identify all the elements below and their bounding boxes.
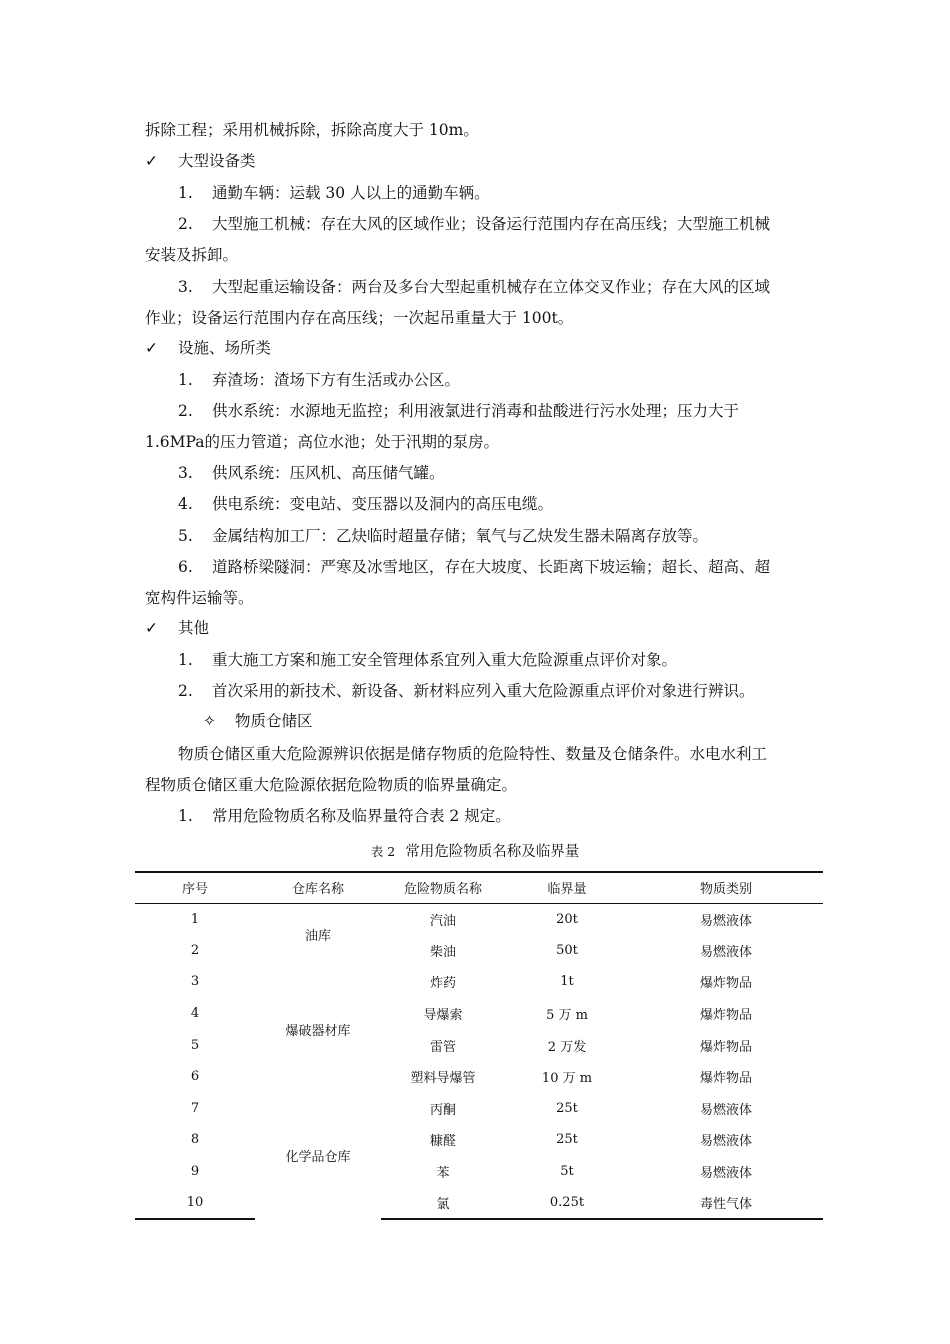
table-row bbox=[135, 1156, 823, 1188]
list-item bbox=[178, 650, 677, 670]
cell-threshold: 5 万 m bbox=[546, 1008, 588, 1024]
cell-category: 易燃液体 bbox=[699, 944, 752, 960]
cell-category: 毒性气体 bbox=[629, 1187, 823, 1219]
cell-category: 爆炸物品 bbox=[699, 1008, 752, 1024]
cell-substance: 氯 bbox=[381, 1187, 505, 1219]
cell-threshold: 25t bbox=[556, 1132, 578, 1148]
list-text-continued: 1.6MPa的压力管道；高位水池；处于汛期的泵房。 bbox=[145, 433, 499, 451]
cell-index: 2 bbox=[190, 942, 200, 958]
table-title: 常用危险物质名称及临界量 bbox=[405, 844, 580, 860]
paragraph-intro: 拆除工程；采用机械拆除，拆除高度大于 10m。 bbox=[145, 121, 479, 139]
cell-category: 爆炸物品 bbox=[699, 976, 752, 992]
list-number: 2. bbox=[178, 682, 193, 700]
list-item bbox=[178, 681, 755, 701]
list-number: 3. bbox=[178, 464, 193, 482]
section-title-large-equipment: 大型设备类 bbox=[178, 152, 256, 170]
cell-threshold: 10 万 m bbox=[541, 1071, 593, 1087]
list-text: 常用危险物质名称及临界量符合表 2 规定。 bbox=[212, 807, 511, 825]
list-number: 1. bbox=[178, 371, 193, 389]
cell-index: 5 bbox=[190, 1037, 200, 1053]
table-row bbox=[135, 1187, 823, 1219]
table-row bbox=[135, 1124, 823, 1156]
header-threshold: 临界量 bbox=[505, 872, 629, 903]
checkmark-icon: ✓ bbox=[145, 152, 158, 170]
list-text: 金属结构加工厂：乙炔临时超量存储；氧气与乙炔发生器未隔离存放等。 bbox=[212, 527, 709, 545]
list-item bbox=[178, 494, 553, 514]
cell-index: 1 bbox=[190, 911, 200, 927]
list-number: 5. bbox=[178, 527, 193, 545]
list-item bbox=[178, 401, 739, 421]
cell-category: 爆炸物品 bbox=[699, 1071, 752, 1087]
list-text: 通勤车辆：运载 30 人以上的通勤车辆。 bbox=[212, 184, 490, 202]
list-item bbox=[178, 557, 770, 577]
cell-substance: 雷管 bbox=[429, 1039, 456, 1055]
cell-index: 9 bbox=[190, 1164, 200, 1180]
table-number: 表 2 bbox=[370, 844, 396, 859]
list-item bbox=[178, 806, 511, 826]
table-row bbox=[135, 1093, 823, 1125]
table-header-row bbox=[135, 872, 823, 903]
cell-warehouse: 油库 bbox=[304, 929, 331, 945]
cell-category: 易燃液体 bbox=[699, 1166, 752, 1182]
list-number: 2. bbox=[178, 215, 193, 233]
list-number: 6. bbox=[178, 558, 193, 576]
cell-substance: 柴油 bbox=[429, 944, 456, 960]
header-index: 序号 bbox=[135, 872, 255, 903]
section-title-other: 其他 bbox=[178, 619, 210, 637]
list-text: 大型施工机械：存在大风的区域作业；设备运行范围内存在高压线；大型施工机械 bbox=[212, 215, 771, 233]
cell-substance: 丙酮 bbox=[429, 1102, 456, 1118]
table-caption bbox=[0, 842, 950, 862]
cell-substance: 汽油 bbox=[429, 913, 456, 929]
cell-category: 易燃液体 bbox=[699, 913, 752, 929]
list-text-continued: 宽构件运输等。 bbox=[145, 589, 254, 607]
list-text-continued: 作业；设备运行范围内存在高压线；一次起吊重量大于 100t。 bbox=[145, 309, 574, 327]
list-text: 大型起重运输设备：两台及多台大型起重机械存在立体交叉作业；存在大风的区域 bbox=[212, 278, 771, 296]
list-text: 供电系统：变电站、变压器以及洞内的高压电缆。 bbox=[212, 495, 554, 513]
cell-substance: 糠醛 bbox=[429, 1134, 456, 1150]
cell-substance: 导爆索 bbox=[423, 1008, 463, 1024]
cell-substance: 苯 bbox=[436, 1166, 450, 1182]
cell-warehouse: 化学品仓库 bbox=[285, 1150, 351, 1166]
list-item bbox=[178, 463, 445, 483]
table-row bbox=[135, 935, 823, 967]
list-text: 首次采用的新技术、新设备、新材料应列入重大危险源重点评价对象进行辨识。 bbox=[212, 682, 755, 700]
list-item bbox=[178, 183, 490, 203]
cell-index: 3 bbox=[190, 974, 200, 990]
list-number: 2. bbox=[178, 402, 193, 420]
hazard-table bbox=[135, 871, 823, 1220]
cell-index: 8 bbox=[190, 1132, 200, 1148]
cell-warehouse: 爆破器材库 bbox=[285, 1023, 351, 1039]
table-row bbox=[135, 903, 823, 935]
paragraph-storage: 物质仓储区重大危险源辨识依据是储存物质的危险特性、数量及仓储条件。水电水利工 bbox=[178, 745, 768, 763]
four-point-star-icon: ✧ bbox=[203, 712, 216, 730]
table-row bbox=[135, 966, 823, 998]
cell-threshold: 1t bbox=[560, 974, 574, 990]
list-item bbox=[178, 370, 460, 390]
list-item bbox=[178, 214, 770, 234]
cell-substance: 炸药 bbox=[429, 976, 456, 992]
cell-threshold: 25t bbox=[556, 1100, 578, 1116]
list-item bbox=[178, 277, 770, 297]
table-row bbox=[135, 998, 823, 1030]
cell-category: 易燃液体 bbox=[699, 1134, 752, 1150]
section-title-facilities: 设施、场所类 bbox=[178, 339, 272, 357]
checkmark-icon: ✓ bbox=[145, 339, 158, 357]
cell-category: 易燃液体 bbox=[699, 1102, 752, 1118]
header-warehouse: 仓库名称 bbox=[255, 872, 381, 903]
paragraph-storage-continued: 程物质仓储区重大危险源依据危险物质的临界量确定。 bbox=[145, 776, 518, 794]
cell-threshold: 2 万发 bbox=[547, 1039, 587, 1055]
cell-threshold: 5t bbox=[560, 1164, 574, 1180]
list-number: 1. bbox=[178, 807, 193, 825]
header-substance: 危险物质名称 bbox=[381, 872, 505, 903]
cell-substance: 塑料导爆管 bbox=[410, 1071, 476, 1087]
list-text-continued: 安装及拆卸。 bbox=[145, 246, 239, 264]
cell-index: 4 bbox=[190, 1006, 200, 1022]
cell-index: 10 bbox=[135, 1187, 255, 1219]
cell-category: 爆炸物品 bbox=[699, 1039, 752, 1055]
list-text: 供风系统：压风机、高压储气罐。 bbox=[212, 464, 445, 482]
list-text: 供水系统：水源地无监控；利用液氯进行消毒和盐酸进行污水处理；压力大于 bbox=[212, 402, 740, 420]
table-row bbox=[135, 1061, 823, 1093]
list-number: 4. bbox=[178, 495, 193, 513]
list-number: 1. bbox=[178, 651, 193, 669]
cell-index: 6 bbox=[190, 1069, 200, 1085]
cell-threshold: 0.25t bbox=[505, 1187, 629, 1219]
list-number: 1. bbox=[178, 184, 193, 202]
cell-threshold: 20t bbox=[556, 911, 578, 927]
checkmark-icon: ✓ bbox=[145, 619, 158, 637]
list-item bbox=[178, 526, 708, 546]
list-text: 弃渣场：渣场下方有生活或办公区。 bbox=[212, 371, 461, 389]
list-number: 3. bbox=[178, 278, 193, 296]
table-row bbox=[135, 1029, 823, 1061]
cell-threshold: 50t bbox=[556, 942, 578, 958]
list-text: 道路桥梁隧洞：严寒及冰雪地区，存在大坡度、长距离下坡运输；超长、超高、超 bbox=[212, 558, 771, 576]
section-title-storage: 物质仓储区 bbox=[235, 712, 313, 730]
header-category: 物质类别 bbox=[629, 872, 823, 903]
cell-index: 7 bbox=[190, 1100, 200, 1116]
list-text: 重大施工方案和施工安全管理体系宜列入重大危险源重点评价对象。 bbox=[212, 651, 678, 669]
